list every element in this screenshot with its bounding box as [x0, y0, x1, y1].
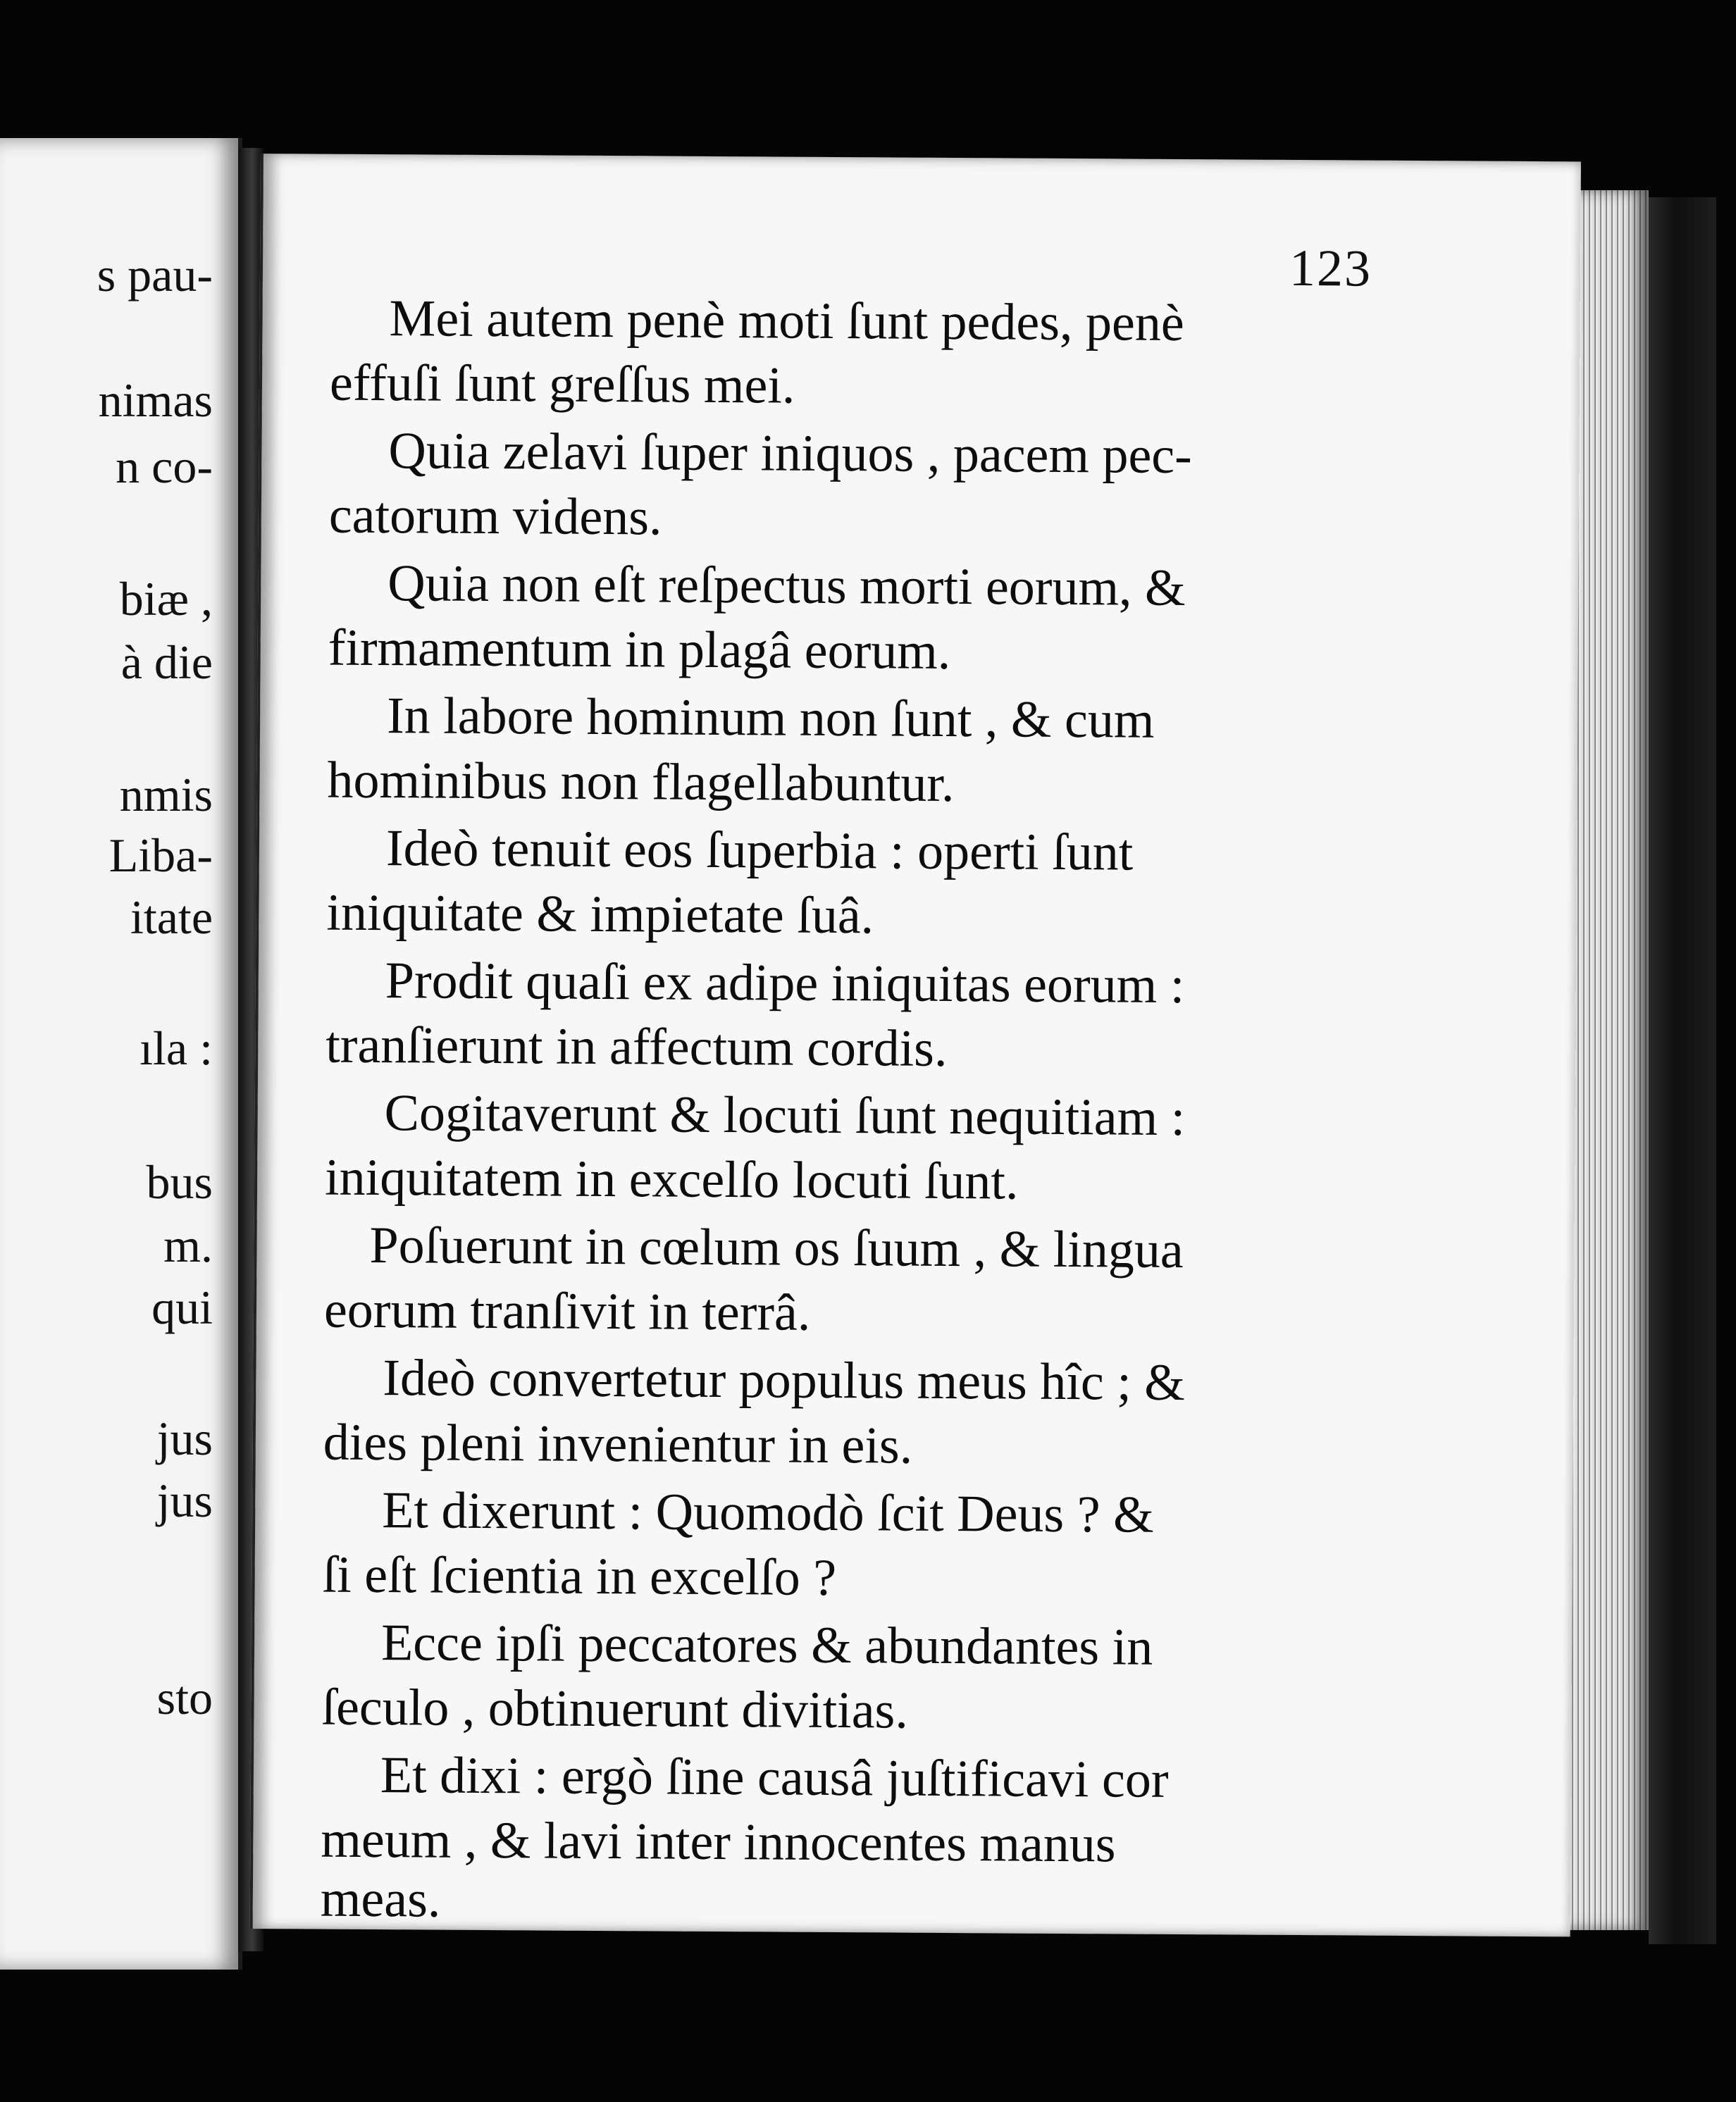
left-page-fragment: qui: [151, 1281, 213, 1334]
left-page-fragment: nmis: [119, 768, 213, 821]
left-page-fragment: jus: [156, 1412, 213, 1465]
verse-line: effuſi ſunt greſſus mei.: [329, 354, 795, 415]
verse-line: catorum videns.: [328, 486, 662, 547]
left-page-fragment: jus: [156, 1474, 213, 1527]
verse-line: firmamentum in plagâ eorum.: [328, 618, 951, 680]
left-page-fragment: n co-: [116, 440, 213, 493]
right-page: [250, 154, 1581, 1936]
verse-line: Quia non eſt reſpectus morti eorum, &: [388, 554, 1186, 618]
left-page-fragment: itate: [130, 890, 213, 944]
verse-line: tranſierunt in affectum cordis.: [326, 1016, 948, 1078]
verse-line: Ecce ipſi peccatores & abundantes in: [380, 1614, 1153, 1677]
verse-line: Prodit quaſi ex adipe iniquitas eorum :: [385, 952, 1185, 1015]
left-page-fragment: sto: [156, 1671, 213, 1724]
left-page-fragment: m.: [163, 1219, 213, 1272]
verse-line: hominibus non flagellabuntur.: [327, 751, 955, 814]
psalm-text: [253, 154, 1581, 1936]
left-page-fragment: s pau-: [97, 248, 213, 301]
left-page-fragment: nimas: [98, 373, 213, 427]
verse-line: Ideò tenuit eos ſuperbia : operti ſunt: [385, 819, 1134, 882]
verse-line: In labore hominum non ſunt , & cum: [386, 687, 1155, 750]
verse-line: Et dixi : ergò ſine causâ juſtificavi cor: [380, 1746, 1169, 1809]
left-page: [0, 138, 242, 1970]
verse-line: ſeculo , obtinuerunt divitias.: [321, 1678, 909, 1740]
page-number: 123: [1289, 239, 1372, 298]
verse-line: Cogitaverunt & locuti ſunt nequitiam :: [384, 1084, 1186, 1148]
verse-line: Quia zelavi ſuper iniquos , pacem pec-: [388, 422, 1193, 485]
verse-line: dies pleni invenientur in eis.: [323, 1413, 913, 1475]
left-page-fragment: biæ ,: [119, 572, 213, 626]
left-page-fragment: à die: [120, 635, 213, 689]
book-cover-edge: [1649, 197, 1716, 1944]
verse-line: meum , & lavi inter innocentes manus: [321, 1810, 1116, 1874]
verse-line: Et dixerunt : Quomodò ſcit Deus ? &: [381, 1481, 1154, 1544]
verse-line: iniquitatem in excelſo locuti ſunt.: [324, 1148, 1019, 1211]
verse-line: iniquitate & impietate ſuâ.: [326, 883, 874, 945]
left-page-fragment: Liba-: [108, 828, 213, 882]
verse-line: Poſuerunt in cœlum os ſuum , & lingua: [369, 1216, 1184, 1280]
verse-line: ſi eſt ſcientia in excelſo ?: [322, 1546, 837, 1607]
left-page-fragment: bus: [146, 1155, 213, 1209]
verse-line: eorum tranſivit in terrâ.: [323, 1281, 811, 1342]
verse-line: meas.: [320, 1870, 441, 1929]
left-page-fragment: ıla :: [140, 1021, 213, 1075]
verse-line: Ideò convertetur populus meus hîc ; &: [383, 1349, 1186, 1412]
verse-line: Mei autem penè moti ſunt pedes, penè: [389, 290, 1184, 353]
